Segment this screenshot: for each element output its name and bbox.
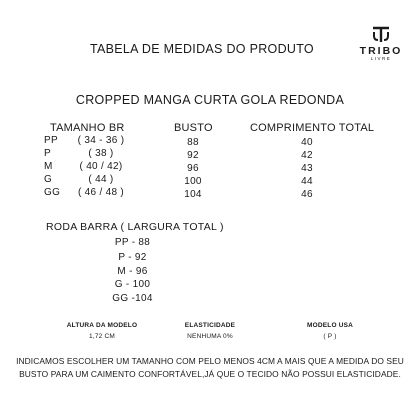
comprimento-value: 42: [301, 150, 313, 161]
list-item: G - 100: [114, 279, 151, 290]
size-br: ( 40 / 42): [79, 161, 123, 172]
column-header-size-br: TAMANHO BR: [50, 122, 125, 134]
busto-value: 104: [184, 189, 202, 200]
size-code: P: [44, 148, 51, 159]
busto-value: 96: [187, 163, 199, 174]
list-item: P - 92: [118, 252, 147, 263]
tribo-logo-icon: [371, 26, 391, 44]
size-code: M: [44, 161, 53, 172]
comprimento-value: 40: [301, 137, 313, 148]
altura-value: 1,72 CM: [89, 333, 115, 340]
busto-value: 88: [187, 137, 199, 148]
modelo-usa-value: ( P ): [323, 333, 337, 340]
modelo-usa-label: MODELO USA: [306, 322, 354, 329]
note-line-1: INDICAMOS ESCOLHER UM TAMANHO COM PELO MENOS 4CM A MAIS QUE A MEDIDA DO SEU: [16, 356, 404, 366]
column-header-busto: BUSTO: [174, 122, 213, 134]
size-br: ( 38 ): [88, 148, 114, 159]
note-line-2: BUSTO PARA UM CAIMENTO CONFORTÁVEL,JÁ QUE O TECIDO NÃO POSSUI ELASTICIDADE.: [19, 369, 401, 379]
brand-logo: [358, 26, 404, 61]
elasticidade-label: ELASTICIDADE: [184, 322, 236, 329]
brand-tagline: LIVRE: [370, 56, 392, 61]
comprimento-value: 44: [301, 176, 313, 187]
column-header-comprimento: COMPRIMENTO TOTAL: [250, 122, 375, 134]
list-item: PP - 88: [114, 237, 151, 248]
roda-barra-title: RODA BARRA ( LARGURA TOTAL ): [46, 221, 224, 233]
busto-value: 92: [187, 150, 199, 161]
elasticidade-value: NENHUMA 0%: [187, 333, 233, 340]
size-br: ( 44 ): [88, 174, 114, 185]
comprimento-value: 46: [301, 189, 313, 200]
size-code: PP: [44, 135, 58, 146]
comprimento-value: 43: [301, 163, 313, 174]
list-item: GG -104: [112, 293, 153, 304]
page-title: TABELA DE MEDIDAS DO PRODUTO: [90, 42, 314, 56]
list-item: M - 96: [117, 266, 148, 277]
size-code: G: [44, 174, 53, 185]
size-code: GG: [44, 187, 61, 198]
size-br: ( 46 / 48 ): [77, 187, 125, 198]
altura-label: ALTURA DA MODELO: [66, 322, 138, 329]
size-br: ( 34 - 36 ): [77, 135, 125, 146]
brand-name: TRIBO: [359, 45, 403, 57]
busto-value: 100: [184, 176, 202, 187]
product-name: CROPPED MANGA CURTA GOLA REDONDA: [75, 93, 345, 107]
